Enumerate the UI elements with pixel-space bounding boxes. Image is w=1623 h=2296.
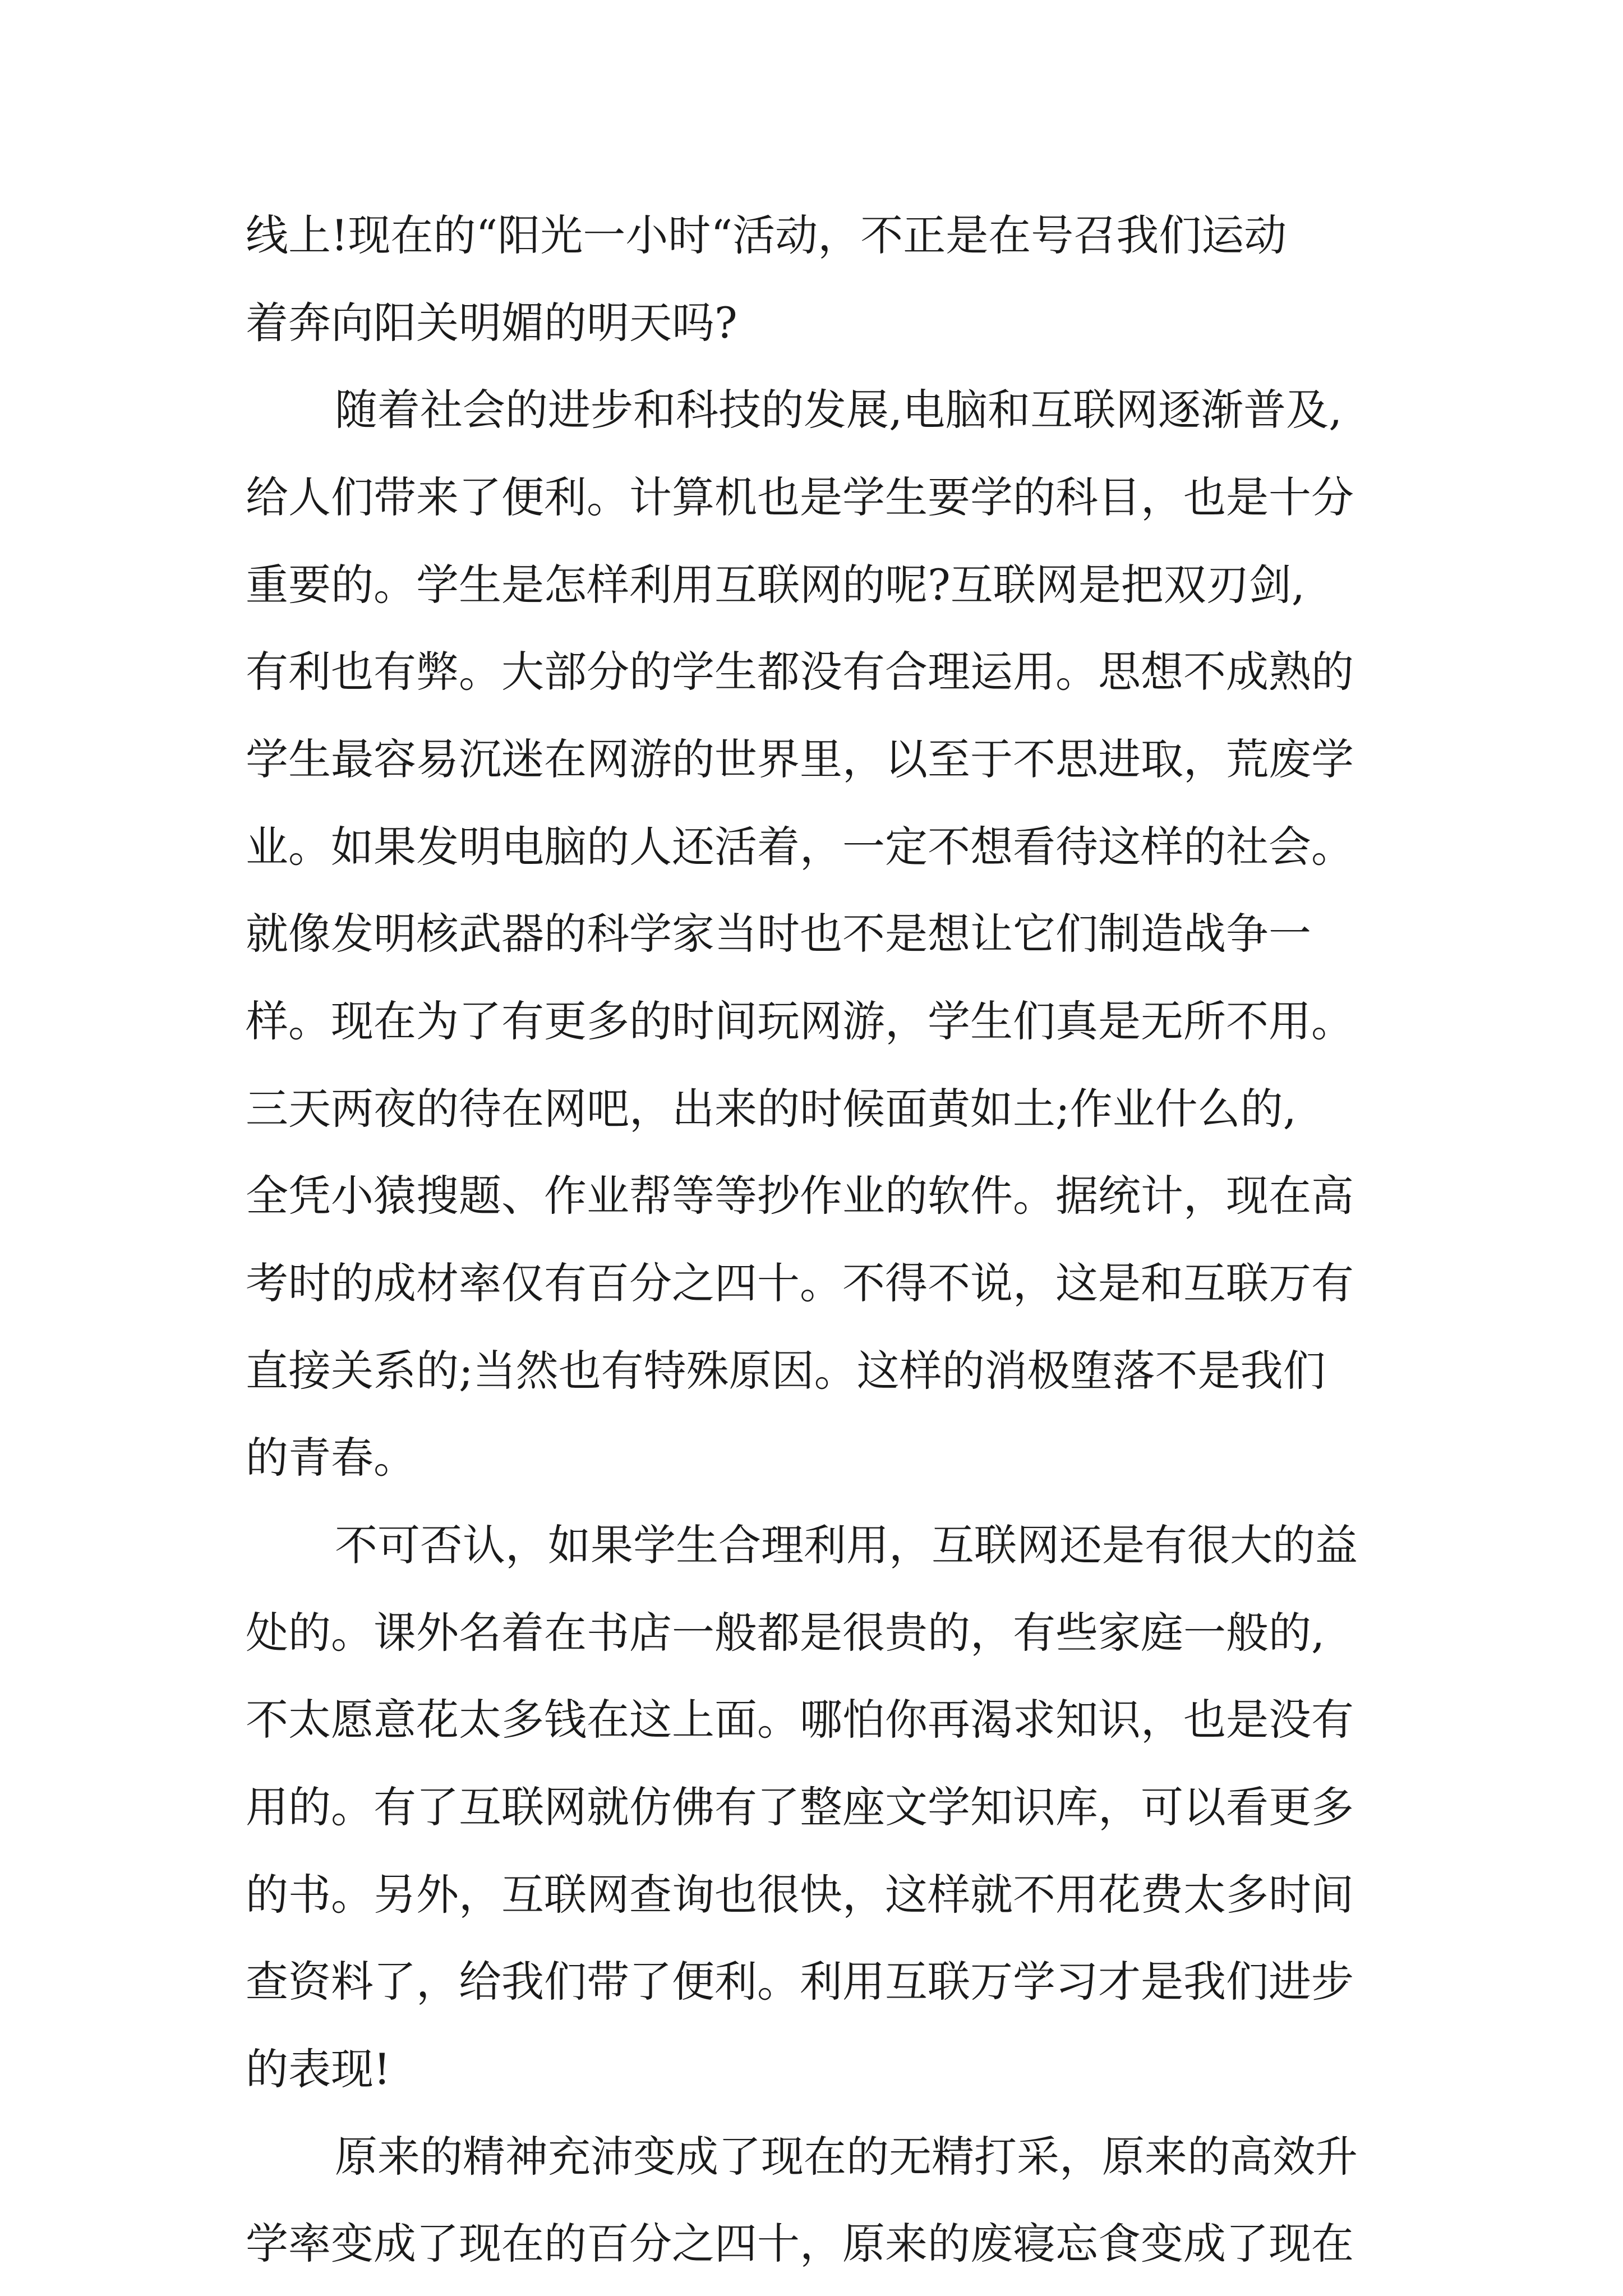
text-line: 处的。课外名着在书店一般都是很贵的，有些家庭一般的, xyxy=(246,1608,1325,1658)
text-line: 全凭小猿搜题、作业帮等等抄作业的软件。据统计，现在高 xyxy=(246,1171,1354,1221)
text-line: 就像发明核武器的科学家当时也不是想让它们制造战争一 xyxy=(246,909,1311,959)
text-line: 线上!现在的“阳光一小时“活动，不正是在号召我们运动 xyxy=(246,210,1287,260)
text-line: 的青春。 xyxy=(246,1433,416,1483)
paragraph-start-line: 随着社会的进步和科技的发展,电脑和互联网逐渐普及, xyxy=(335,385,1343,435)
text-line: 的书。另外，互联网查询也很快，这样就不用花费太多时间 xyxy=(246,1870,1354,1920)
paragraph-start-line: 不可否认，如果学生合理利用，互联网还是有很大的益 xyxy=(335,1520,1358,1570)
paragraph-start-line: 原来的精神充沛变成了现在的无精打采，原来的高效升 xyxy=(335,2132,1358,2182)
text-line: 的表现! xyxy=(246,2044,391,2094)
text-line: 业。如果发明电脑的人还活着，一定不想看待这样的社会。 xyxy=(246,822,1354,872)
text-line: 重要的。学生是怎样利用互联网的呢?互联网是把双刃剑, xyxy=(246,560,1305,610)
text-line: 学率变成了现在的百分之四十，原来的废寝忘食变成了现在 xyxy=(246,2219,1354,2269)
text-line: 考时的成材率仅有百分之四十。不得不说，这是和互联万有 xyxy=(246,1258,1354,1308)
text-line: 不太愿意花太多钱在这上面。哪怕你再渴求知识，也是没有 xyxy=(246,1695,1354,1745)
text-line: 三天两夜的待在网吧，出来的时候面黄如土;作业什么的, xyxy=(246,1084,1297,1134)
text-line: 样。现在为了有更多的时间玩网游，学生们真是无所不用。 xyxy=(246,996,1354,1046)
text-line: 用的。有了互联网就仿佛有了整座文学知识库，可以看更多 xyxy=(246,1782,1354,1832)
text-line: 给人们带来了便利。计算机也是学生要学的科目，也是十分 xyxy=(246,472,1354,522)
text-line: 着奔向阳关明媚的明天吗? xyxy=(246,298,737,348)
text-line: 有利也有弊。大部分的学生都没有合理运用。思想不成熟的 xyxy=(246,647,1354,697)
text-line: 直接关系的;当然也有特殊原因。这样的消极堕落不是我们 xyxy=(246,1346,1326,1396)
text-line: 学生最容易沉迷在网游的世界里，以至于不思进取，荒废学 xyxy=(246,734,1354,784)
text-line: 查资料了，给我们带了便利。利用互联万学习才是我们进步 xyxy=(246,1957,1354,2007)
